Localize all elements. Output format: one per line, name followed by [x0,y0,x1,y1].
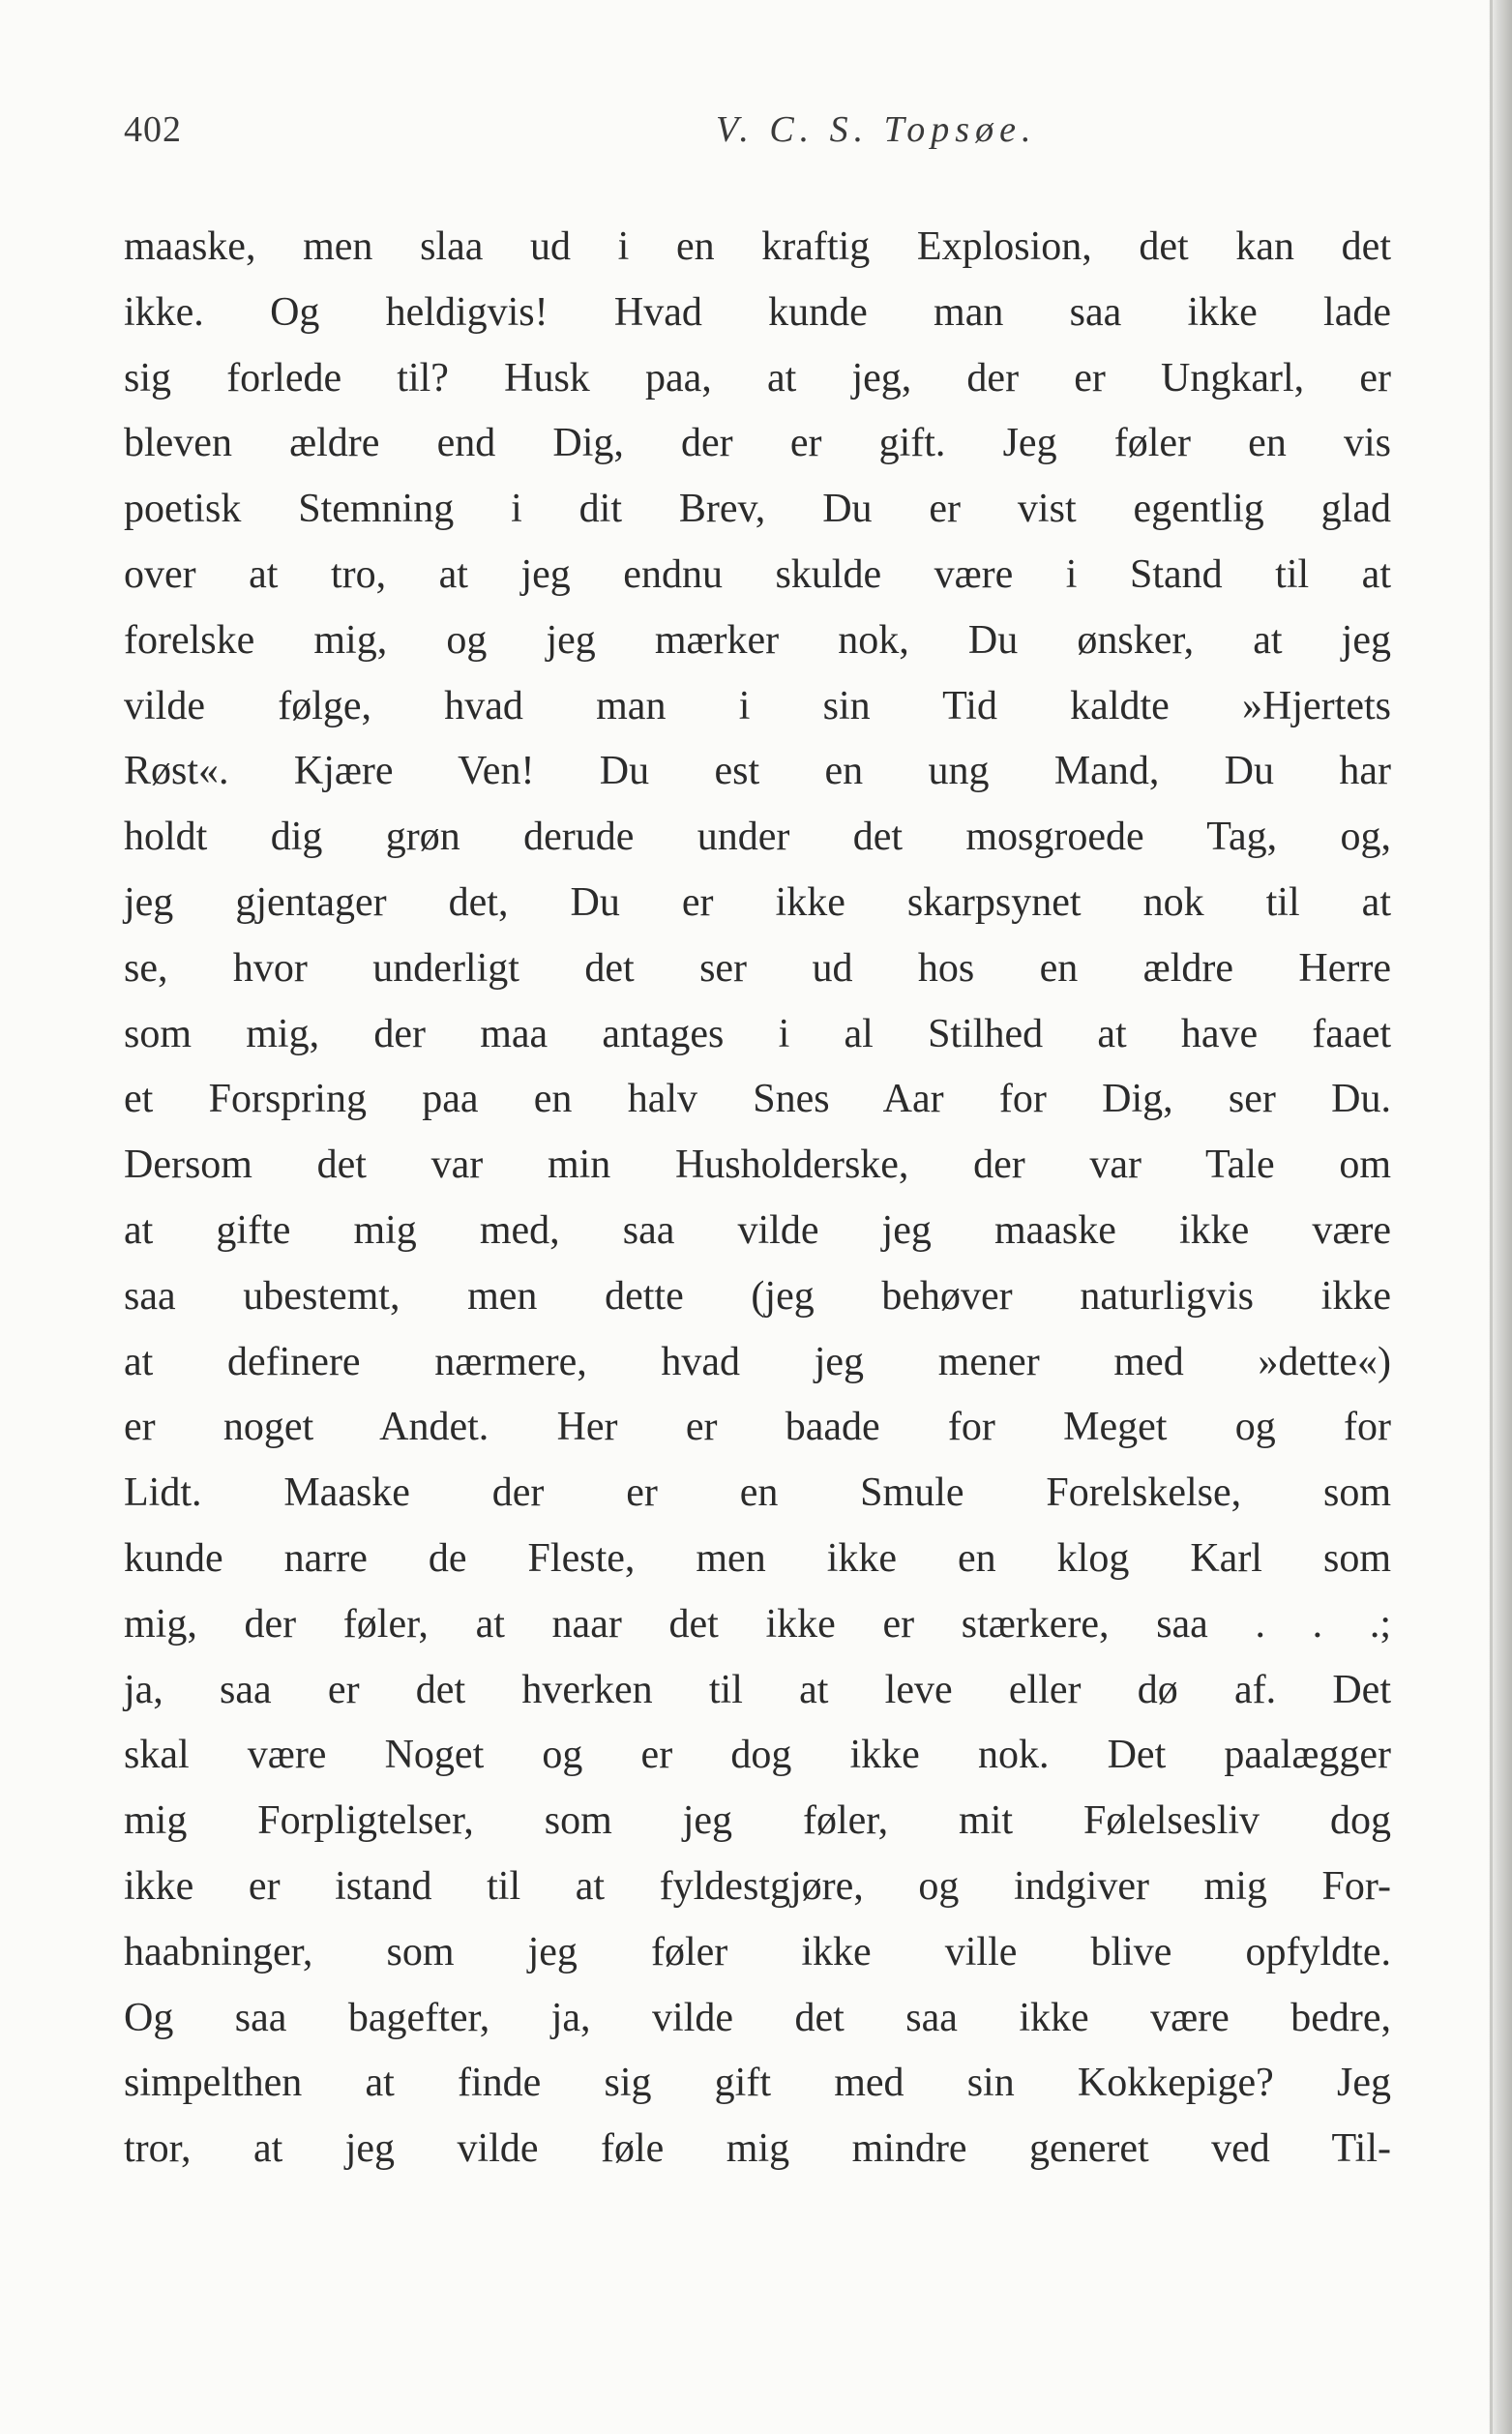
text-line: holdt dig grøn derude under det mosgroede Tag, og, [124,815,1391,860]
page-number: 402 [124,109,182,150]
text-line: kunde narre de Fleste, men ikke en klog Karl som [124,1535,1391,1581]
text-line: Røst«. Kjære Ven! Du est en ung Mand, Du har [124,749,1391,794]
running-head [124,108,1391,166]
text-line: simpelthen at finde sig gift med sin Kokkepige? Jeg [124,2061,1391,2106]
text-line: poetisk Stemning i dit Brev, Du er vist egentlig glad [124,487,1391,532]
text-line: vilde følge, hvad man i sin Tid kaldte »Hjertets [124,683,1391,728]
text-line: se, hvor underligt det ser ud hos en ældre Herre [124,945,1391,991]
text-line: Lidt. Maaske der er en Smule Forelskelse, som [124,1470,1391,1516]
body-text [124,215,1391,2182]
text-line: ikke. Og heldigvis! Hvad kunde man saa ikke lade [124,289,1391,335]
text-line: Og saa bagefter, ja, vilde det saa ikke være bedre, [124,1995,1391,2040]
text-line: ja, saa er det hverken til at leve eller dø af. Det [124,1667,1391,1712]
text-line: at gifte mig med, saa vilde jeg maaske ikke være [124,1207,1391,1253]
text-line: forelske mig, og jeg mærker nok, Du ønsker, at jeg [124,617,1391,663]
text-line: haabninger, som jeg føler ikke ville blive opfyldte. [124,1929,1391,1974]
text-line: sig forlede til? Husk paa, at jeg, der er Ungkarl, er [124,355,1391,401]
text-line: mig, der føler, at naar det ikke er stærkere, saa . . .; [124,1601,1391,1647]
text-line: mig Forpligtelser, som jeg føler, mit Følelsesliv dog [124,1798,1391,1844]
text-line: er noget Andet. Her er baade for Meget og for [124,1405,1391,1450]
text-line: maaske, men slaa ud i en kraftig Explosion, det kan det [124,224,1391,269]
text-line: skal være Noget og er dog ikke nok. Det paalægger [124,1733,1391,1778]
text-line: bleven ældre end Dig, der er gift. Jeg føler en vis [124,421,1391,466]
text-line: at definere nærmere, hvad jeg mener med »dette«) [124,1339,1391,1384]
running-head-author: V. C. S. Topsøe. [716,109,1037,150]
text-line: tror, at jeg vilde føle mig mindre generet ved Til- [124,2126,1391,2172]
text-line: ikke er istand til at fyldestgjøre, og indgiver mig For- [124,1863,1391,1909]
text-line: som mig, der maa antages i al Stilhed at have faaet [124,1011,1391,1056]
text-line: et Forspring paa en halv Snes Aar for Dig, ser Du. [124,1077,1391,1122]
text-line: jeg gjentager det, Du er ikke skarpsynet nok til at [124,879,1391,925]
text-line: over at tro, at jeg endnu skulde være i Stand til at [124,551,1391,597]
page-edge-line [1490,0,1493,2434]
text-line: Dersom det var min Husholderske, der var Tale om [124,1143,1391,1188]
text-line: saa ubestemt, men dette (jeg behøver naturligvis ikke [124,1273,1391,1319]
